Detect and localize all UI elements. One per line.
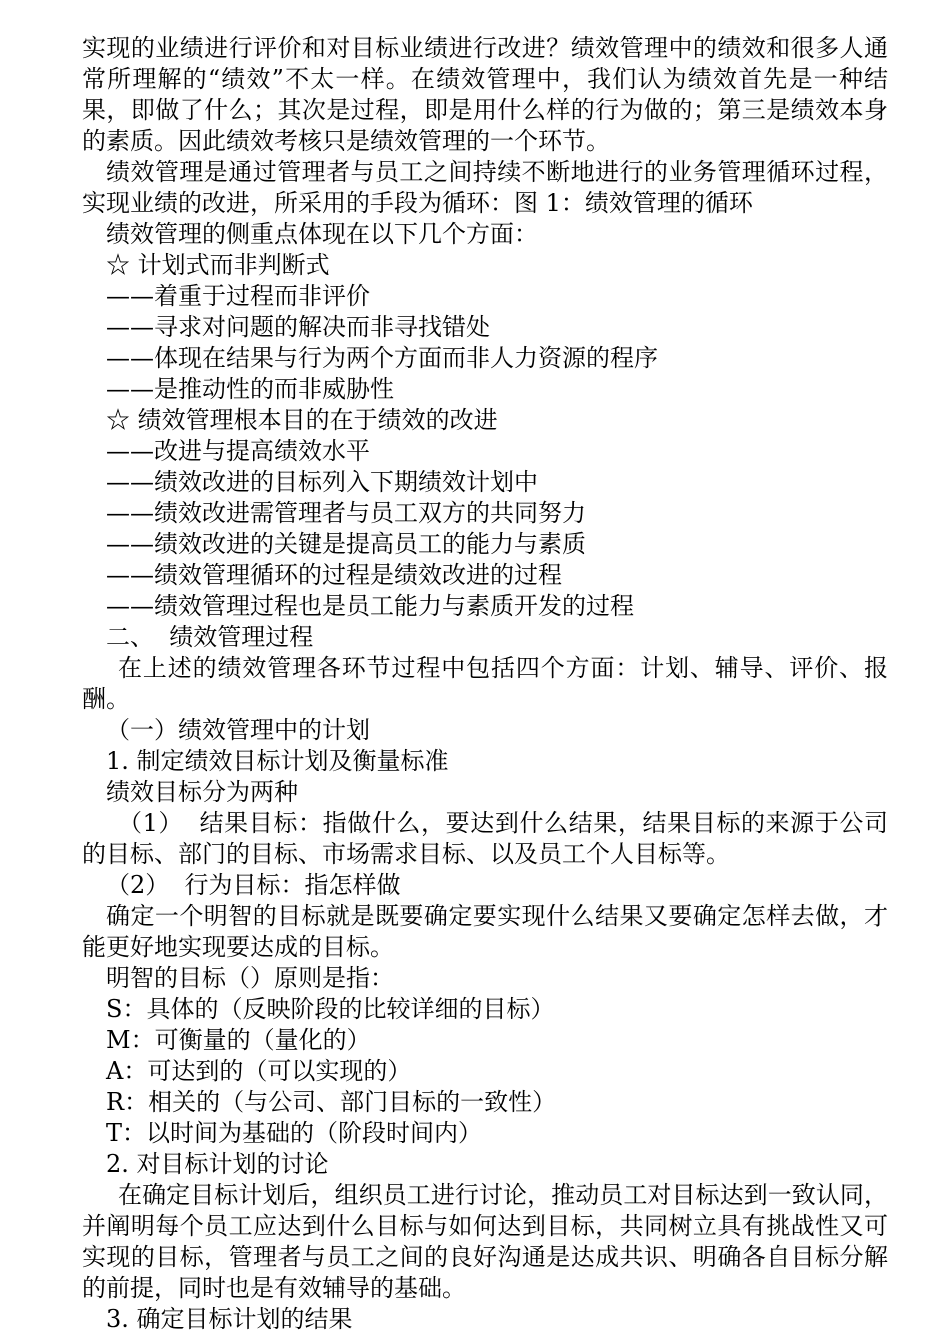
paragraph-behavior-goal: （2） 行为目标：指怎样做 <box>106 871 401 899</box>
list-item-r: R：相关的（与公司、部门目标的一致性） <box>106 1088 557 1116</box>
document-page <box>82 33 888 1335</box>
subsection-heading-plan: （一）绩效管理中的计划 <box>106 716 370 744</box>
list-item: ——是推动性的而非威胁性 <box>106 375 394 403</box>
list-item-a: A：可达到的（可以实现的） <box>106 1057 412 1085</box>
item-heading-1: 1. 制定绩效目标计划及衡量标准 <box>106 747 449 775</box>
item-heading-3: 3. 确定目标计划的结果 <box>106 1305 353 1333</box>
list-heading-planning: ☆ 计划式而非判断式 <box>106 251 330 279</box>
list-item: ——体现在结果与行为两个方面而非人力资源的程序 <box>106 344 658 372</box>
paragraph-result-goal: （1） 结果目标：指做什么，要达到什么结果，结果目标的来源于公司的目标、部门的目标、市场需求目标、以及员工个人目标等。 <box>82 809 888 868</box>
list-item-t: T：以时间为基础的（阶段时间内） <box>106 1119 483 1147</box>
paragraph-smart-goal: 确定一个明智的目标就是既要确定要实现什么结果又要确定怎样去做，才能更好地实现要达成的目标。 <box>82 902 888 961</box>
section-heading-process: 二、 绩效管理过程 <box>106 623 314 651</box>
list-item: ——绩效改进的目标列入下期绩效计划中 <box>106 468 538 496</box>
paragraph-smart-principle: 明智的目标（）原则是指： <box>106 964 394 992</box>
list-heading-improvement: ☆ 绩效管理根本目的在于绩效的改进 <box>106 406 498 434</box>
list-item: ——绩效管理过程也是员工能力与素质开发的过程 <box>106 592 634 620</box>
list-item: ——绩效改进的关键是提高员工的能力与素质 <box>106 530 586 558</box>
list-item: ——绩效管理循环的过程是绩效改进的过程 <box>106 561 562 589</box>
paragraph-performance-cycle: 绩效管理是通过管理者与员工之间持续不断地进行的业务管理循环过程，实现业绩的改进，所采用的手段为循环：图 1：绩效管理的循环 <box>82 158 888 217</box>
paragraph-focus-intro: 绩效管理的侧重点体现在以下几个方面： <box>106 220 538 248</box>
list-item: ——着重于过程而非评价 <box>106 282 370 310</box>
paragraph-goal-types: 绩效目标分为两种 <box>106 778 298 806</box>
paragraph-performance-definition: 实现的业绩进行评价和对目标业绩进行改进？绩效管理中的绩效和很多人通常所理解的“绩效”不太一样。在绩效管理中，我们认为绩效首先是一种结果，即做了什么；其次是过程，即是用什么样的行为做的；第三是绩效本身的素质。因此绩效考核只是绩效管理的一个环节。 <box>82 34 888 155</box>
list-item-m: M：可衡量的（量化的） <box>106 1026 371 1054</box>
list-item-s: S：具体的（反映阶段的比较详细的目标） <box>106 995 555 1023</box>
item-heading-2: 2. 对目标计划的讨论 <box>106 1150 329 1178</box>
paragraph-four-aspects: 在上述的绩效管理各环节过程中包括四个方面：计划、辅导、评价、报酬。 <box>82 654 888 713</box>
list-item: ——寻求对问题的解决而非寻找错处 <box>106 313 490 341</box>
paragraph-goal-discussion: 在确定目标计划后，组织员工进行讨论，推动员工对目标达到一致认同，并阐明每个员工应达到什么目标与如何达到目标，共同树立具有挑战性又可实现的目标，管理者与员工之间的良好沟通是达成共识、明确各自目标分解的前提，同时也是有效辅导的基础。 <box>82 1181 888 1302</box>
list-item: ——绩效改进需管理者与员工双方的共同努力 <box>106 499 586 527</box>
list-item: ——改进与提高绩效水平 <box>106 437 370 465</box>
